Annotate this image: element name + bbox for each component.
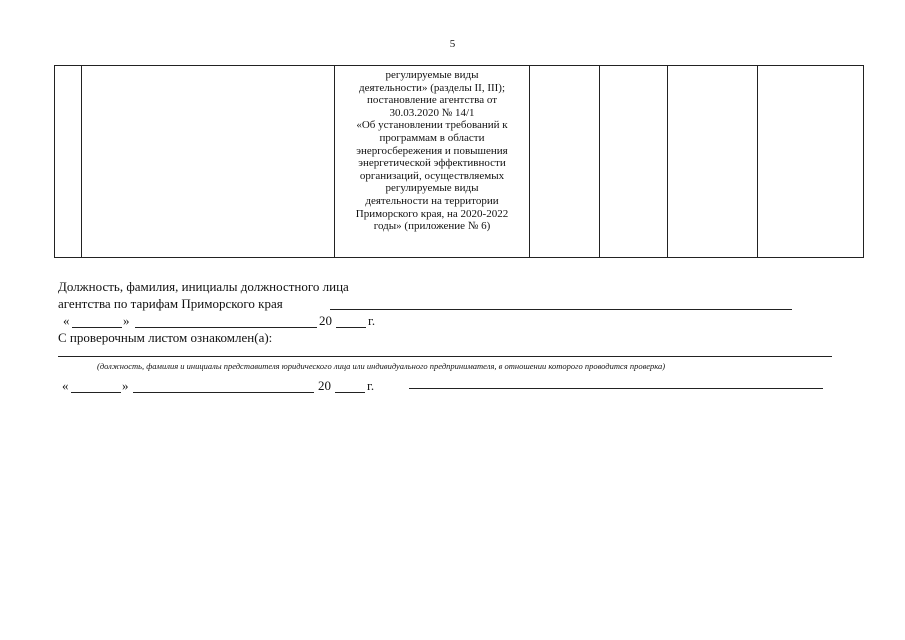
table-cell-question [82, 66, 335, 258]
table-cell-number [55, 66, 82, 258]
date-day-field[interactable] [72, 327, 122, 328]
year2-suffix: г. [367, 378, 375, 393]
acquainted-label: С проверочным листом ознакомлен(а): [58, 330, 273, 345]
official-label-line1: Должность, фамилия, инициалы должностного лица [58, 279, 349, 294]
representative-field[interactable] [58, 356, 832, 357]
date-close-quote: » [123, 313, 130, 328]
year2-prefix: 20 [318, 378, 331, 393]
page-number: 5 [449, 38, 456, 50]
official-label-line2: агентства по тарифам Приморского края [58, 296, 283, 311]
representative-caption: (должность, фамилия и инициалы представителя юридического лица или индивидуального предпринимателя, в отношении которого проводится проверка) [97, 361, 666, 371]
table-cell-requirements [335, 66, 530, 258]
table-cell-yes [530, 66, 600, 258]
date2-open-quote: « [62, 378, 69, 393]
date-year-field[interactable] [336, 327, 366, 328]
date-open-quote: « [63, 313, 70, 328]
representative-signature-field[interactable] [409, 388, 823, 389]
table-cell-no [600, 66, 668, 258]
table-cell-notes [758, 66, 864, 258]
official-name-field[interactable] [330, 309, 792, 310]
date-month-field[interactable] [135, 327, 317, 328]
checklist-table [54, 65, 864, 258]
date2-year-field[interactable] [335, 392, 365, 393]
date2-month-field[interactable] [133, 392, 314, 393]
year-prefix: 20 [319, 313, 332, 328]
date2-close-quote: » [122, 378, 129, 393]
year-suffix: г. [368, 313, 376, 328]
date2-day-field[interactable] [71, 392, 121, 393]
requirements-text: регулируемые виды деятельности» (разделы II, III); постановление агентства от 30.03.2020 № 14/1 «Об установлении требований к программам в области энергосбережения и повышения энергетической эффективности организаций, осуществляемых регулируемые виды деятельности на территории Приморского края, на 2020-2022 годы» (приложение № 6) [355, 69, 509, 233]
table-row [55, 66, 864, 258]
table-cell-not-applicable [668, 66, 758, 258]
